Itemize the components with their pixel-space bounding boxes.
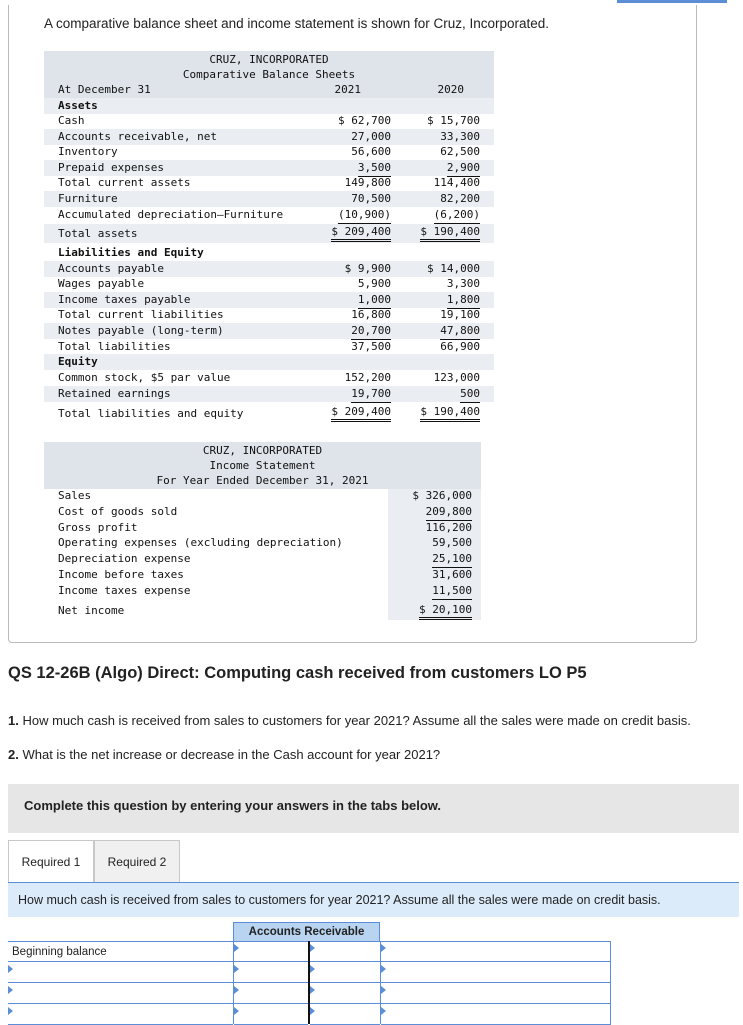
table-row: Accounts payable $ 9,900 $ 14,000 — [44, 261, 494, 277]
table-row: Total current assets 149,800 114,400 — [58, 176, 480, 189]
table-row: Wages payable 5,900 3,300 — [58, 277, 480, 290]
table-row: Inventory 56,600 62,500 — [58, 145, 480, 158]
credit-label-input[interactable] — [381, 942, 611, 962]
income-statement — [44, 442, 481, 620]
table-row: Income before taxes 31,600 — [58, 568, 472, 581]
liabilities-heading: Liabilities and Equity — [58, 246, 204, 259]
table-row: Depreciation expense 25,100 — [44, 551, 481, 567]
debit-label-input[interactable] — [8, 1005, 233, 1025]
equity-heading: Equity — [58, 355, 98, 368]
tab-prompt: How much cash is received from sales to customers for year 2021? Assume all the sales were made on credit basis. — [8, 883, 739, 917]
bs-company: CRUZ, INCORPORATED — [209, 53, 329, 66]
table-row: Accumulated depreciation—Furniture (10,900) (6,200) — [44, 207, 494, 223]
table-row: Total liabilities 37,500 66,900 — [58, 340, 480, 353]
table-row: Accounts receivable, net 27,000 33,300 — [44, 129, 494, 145]
t-account-left-label: Beginning balance — [8, 942, 233, 962]
table-row: Total current liabilities 16,800 19,100 — [58, 308, 480, 321]
credit-amount-input[interactable] — [310, 942, 380, 962]
debit-amount-input[interactable] — [234, 942, 308, 962]
debit-amount-input[interactable] — [234, 963, 308, 983]
bs-col-2020: 2020 — [437, 83, 464, 96]
instructions-banner: Complete this question by entering your answers in the tabs below. — [8, 784, 739, 833]
table-row: Cost of goods sold 209,800 — [44, 504, 481, 520]
bs-col-2021: 2021 — [334, 83, 361, 96]
top-accent-bar — [617, 0, 727, 3]
debit-amount-input[interactable] — [234, 1005, 308, 1025]
debit-amount-input[interactable] — [234, 984, 308, 1004]
table-row: Total liabilities and equity $ 209,400 $ 190,400 — [58, 405, 480, 420]
table-row: Retained earnings 19,700 500 — [44, 386, 494, 402]
table-row: Prepaid expenses 3,500 2,900 — [44, 160, 494, 176]
credit-amount-input[interactable] — [310, 963, 380, 983]
table-row: Income taxes payable 1,000 1,800 — [44, 292, 494, 308]
credit-amount-input[interactable] — [310, 984, 380, 1004]
table-row: Common stock, $5 par value 152,200 123,000 — [58, 371, 480, 384]
credit-label-input[interactable] — [381, 984, 611, 1004]
table-row: Income taxes expense 11,500 — [44, 583, 481, 599]
question-2: 2. What is the net increase or decrease in the Cash account for year 2021? — [8, 747, 441, 762]
assets-heading: Assets — [58, 99, 98, 112]
table-row: Sales $ 326,000 — [58, 489, 472, 502]
question-1: 1. How much cash is received from sales to customers for year 2021? Assume all the sales were made on credit basis. — [8, 713, 691, 728]
tab-required-2[interactable]: Required 2 — [94, 840, 180, 882]
bs-title: Comparative Balance Sheets — [182, 68, 356, 81]
table-row: Cash $ 62,700 $ 15,700 — [58, 114, 480, 127]
is-title: Income Statement — [209, 459, 316, 472]
balance-sheet — [44, 51, 494, 426]
table-row: Furniture 70,500 82,200 — [44, 191, 494, 207]
credit-label-input[interactable] — [381, 1005, 611, 1025]
table-row: Gross profit 116,200 — [58, 521, 472, 534]
credit-label-input[interactable] — [381, 963, 611, 983]
t-account-title: Accounts Receivable — [233, 922, 380, 941]
table-row: Net income $ 20,100 — [44, 602, 481, 620]
credit-amount-input[interactable] — [310, 1005, 380, 1025]
is-company: CRUZ, INCORPORATED — [202, 444, 323, 457]
intro-text: A comparative balance sheet and income statement is shown for Cruz, Incorporated. — [44, 16, 550, 31]
table-row: Operating expenses (excluding depreciation) 59,500 — [58, 536, 472, 549]
debit-label-input[interactable] — [8, 984, 233, 1004]
tab-required-1[interactable]: Required 1 — [8, 840, 94, 882]
table-row: Total assets $ 209,400 $ 190,400 — [44, 224, 494, 243]
debit-label-input[interactable] — [8, 963, 233, 983]
is-period: For Year Ended December 31, 2021 — [156, 474, 369, 487]
t-account-divider — [308, 941, 310, 1024]
question-title: QS 12-26B (Algo) Direct: Computing cash received from customers LO P5 — [8, 664, 587, 682]
bs-date-label: At December 31 — [58, 83, 151, 96]
table-row: Notes payable (long-term) 20,700 47,800 — [44, 323, 494, 339]
